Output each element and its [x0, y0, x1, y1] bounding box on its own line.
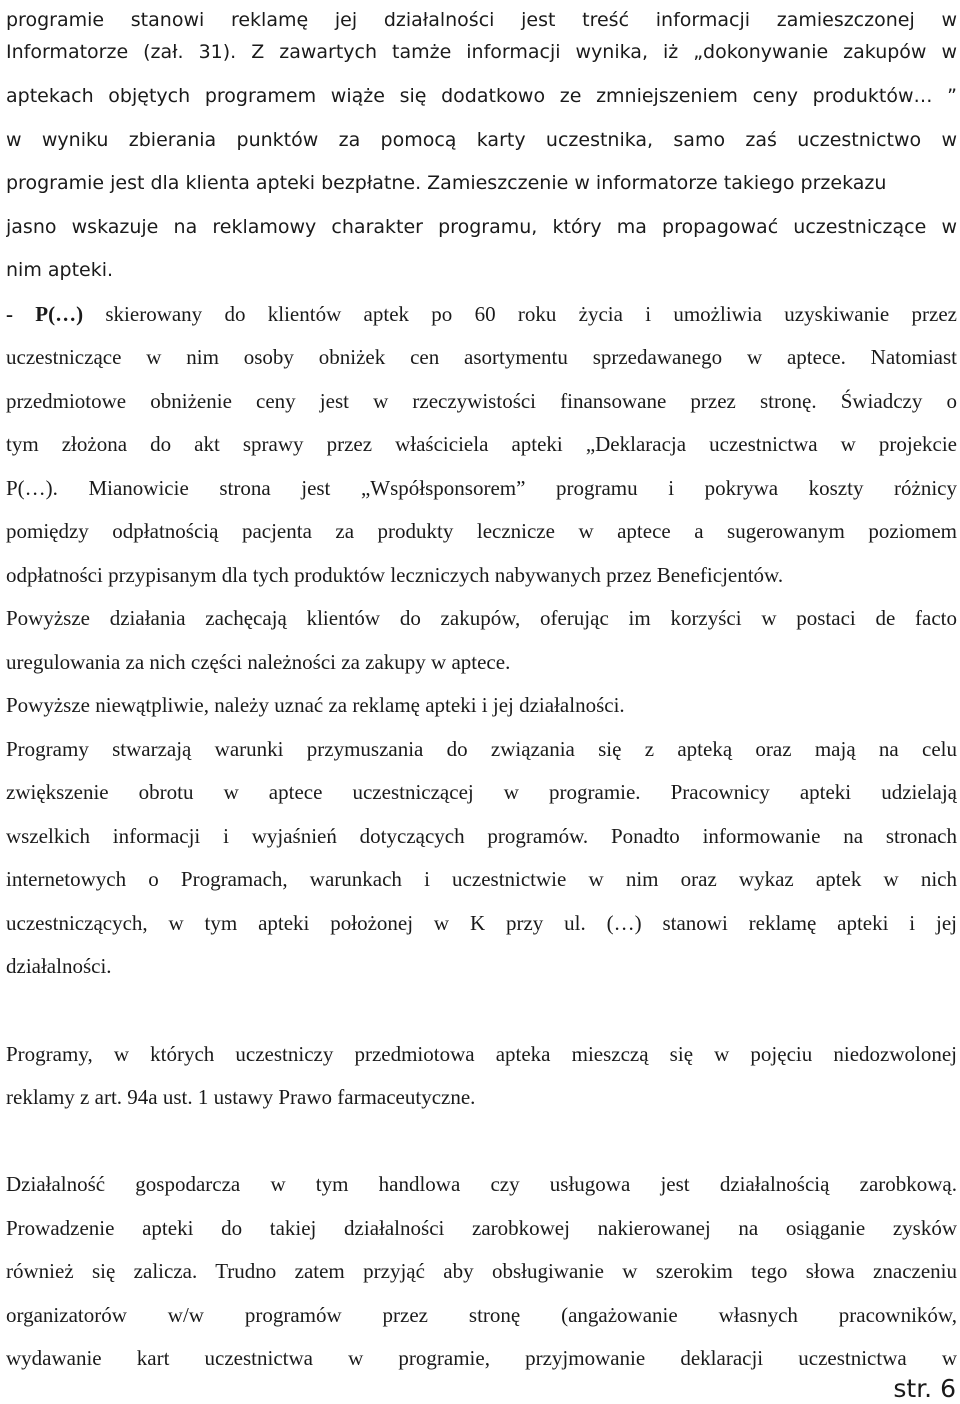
- text-line: [6, 207, 957, 247]
- text-line: [6, 337, 957, 377]
- text-segment: programie jest dla klienta apteki bezpłatne. Zamieszczenie w informatorze takiego przekazu: [6, 172, 887, 194]
- text-segment: pomiędzy odpłatnością pacjenta za produkty lecznicze w aptece a sugerowanym poziomem: [6, 519, 957, 543]
- text-line: [6, 250, 957, 290]
- text-segment: programie stanowi reklamę jej działalności jest treść informacji zamieszczonej w: [6, 9, 957, 31]
- text-segment: internetowych o Programach, warunkach i uczestnictwie w nim oraz wykaz aptek w nich: [6, 867, 957, 891]
- text-segment: tym złożona do akt sprawy przez właściciela apteki „Deklaracja uczestnictwa w projekcie: [6, 432, 957, 456]
- text-segment: Programy stwarzają warunki przymuszania do związania się z apteką oraz mają na celu: [6, 737, 957, 761]
- text-line: [6, 598, 957, 638]
- text-segment: skierowany do klientów aptek po 60 roku życia i umożliwia uzyskiwanie przez: [83, 302, 957, 326]
- text-line: [6, 1208, 957, 1248]
- text-line: [6, 1164, 957, 1204]
- text-line: [6, 859, 957, 899]
- text-segment: P(…). Mianowicie strona jest „Współsponsorem” programu i pokrywa koszty różnicy: [6, 476, 957, 500]
- text-segment: w wyniku zbierania punktów za pomocą karty uczestnika, samo zaś uczestnictwo w: [6, 129, 957, 151]
- text-line: [6, 1295, 957, 1335]
- text-line: [6, 555, 957, 595]
- text-segment: jasno wskazuje na reklamowy charakter programu, który ma propagować uczestniczące w: [6, 216, 957, 238]
- text-segment: Działalność gospodarcza w tym handlowa czy usługowa jest działalnością zarobkową.: [6, 1172, 957, 1196]
- text-segment: wydawanie kart uczestnictwa w programie, przyjmowanie deklaracji uczestnictwa w: [6, 1346, 957, 1370]
- text-line: [6, 1251, 957, 1291]
- text-line: [6, 772, 957, 812]
- text-segment: aptekach objętych programem wiąże się dodatkowo ze zmniejszeniem ceny produktów… ”: [6, 85, 957, 107]
- text-segment: reklamy z art. 94a ust. 1 ustawy Prawo farmaceutyczne.: [6, 1085, 476, 1109]
- text-segment: również się zalicza. Trudno zatem przyjąć aby obsługiwanie w szerokim tego słowa znaczeniu: [6, 1259, 957, 1283]
- text-line: [6, 685, 957, 725]
- text-line: [6, 468, 957, 508]
- text-segment: uregulowania za nich części należności za zakupy w aptece.: [6, 650, 511, 674]
- text-segment: Powyższe działania zachęcają klientów do zakupów, oferując im korzyści w postaci de facto: [6, 606, 957, 630]
- text-line: [6, 424, 957, 464]
- text-line: [6, 294, 957, 334]
- text-line: [6, 511, 957, 551]
- text-line: [6, 163, 957, 203]
- text-line: [6, 946, 957, 986]
- text-line: [6, 816, 957, 856]
- text-segment: odpłatności przypisanym dla tych produktów leczniczych nabywanych przez Beneficjentów.: [6, 563, 784, 587]
- page-number: str. 6: [893, 1374, 956, 1403]
- text-line: [6, 642, 957, 682]
- text-line: [6, 1338, 957, 1378]
- text-segment: uczestniczące w nim osoby obniżek cen asortymentu sprzedawanego w aptece. Natomiast: [6, 345, 957, 369]
- text-segment: wszelkich informacji i wyjaśnień dotyczących programów. Ponadto informowanie na stronach: [6, 824, 957, 848]
- text-line: [6, 120, 957, 160]
- text-line: [6, 1034, 957, 1074]
- text-segment: Z zawartych tamże informacji wynika, iż „dokonywanie zakupów w: [251, 41, 957, 63]
- text-line: [6, 1077, 957, 1117]
- text-segment: Powyższe niewątpliwie, należy uznać za reklamę apteki i jej działalności.: [6, 693, 625, 717]
- text-segment: uczestniczących, w tym apteki położonej w K przy ul. (…) stanowi reklamę apteki i jej: [6, 911, 957, 935]
- text-segment: Prowadzenie apteki do takiej działalności zarobkowej nakierowanej na osiąganie zysków: [6, 1216, 957, 1240]
- text-segment: przedmiotowe obniżenie ceny jest w rzeczywistości finansowane przez stronę. Świadczy o: [6, 389, 957, 413]
- text-line: [6, 903, 957, 943]
- text-segment: nim apteki.: [6, 259, 114, 281]
- text-line: [6, 32, 957, 72]
- text-segment: Informatorze (zał. 31).: [6, 41, 252, 63]
- text-segment: zwiększenie obrotu w aptece uczestniczącej w programie. Pracownicy apteki udzielają: [6, 780, 957, 804]
- text-line: [6, 381, 957, 421]
- text-line: [6, 729, 957, 769]
- text-segment: organizatorów w/w programów przez stronę (angażowanie własnych pracowników,: [6, 1303, 957, 1327]
- text-segment: działalności.: [6, 954, 112, 978]
- bold-text-segment: - P(…): [6, 302, 84, 326]
- text-line: [6, 76, 957, 116]
- text-segment: Programy, w których uczestniczy przedmiotowa apteka mieszczą się w pojęciu niedozwolonej: [6, 1042, 957, 1066]
